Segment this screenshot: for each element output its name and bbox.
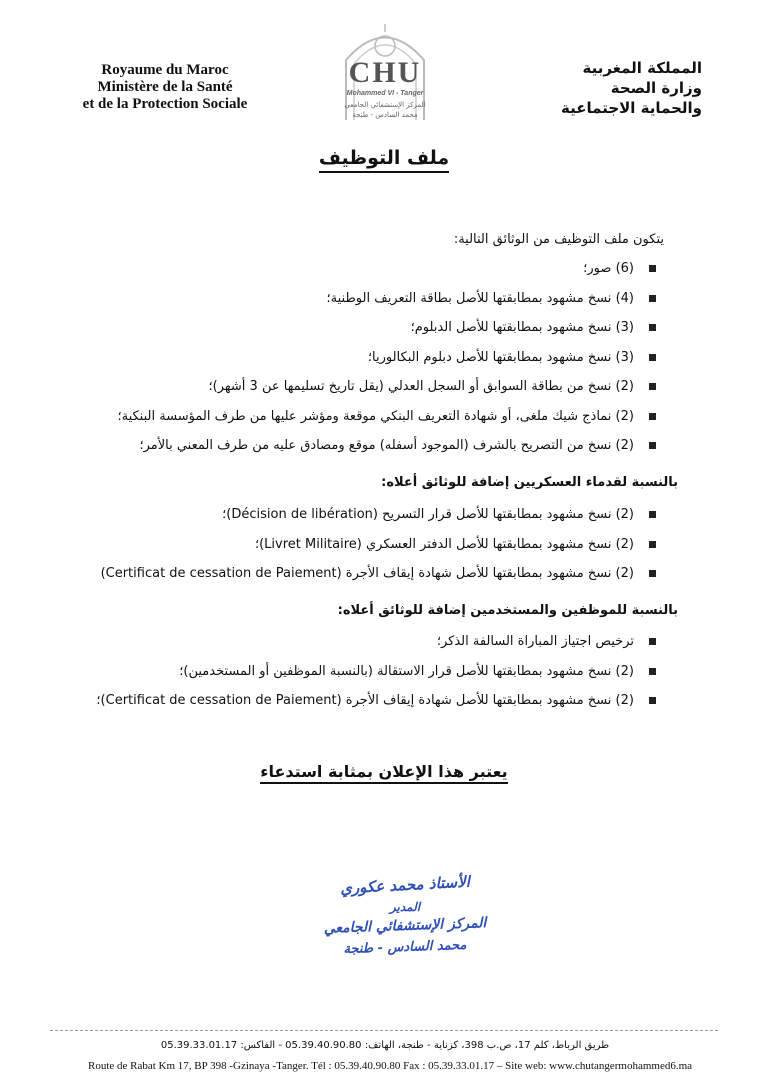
list-item — [36, 564, 656, 594]
header-ar-line: المملكة المغربية — [582, 59, 702, 77]
logo-arabic-line1: المركز الإستشفائي الجامعي — [344, 101, 426, 109]
footer-address-arabic: طريق الرباط، كلم 17، ص.ب 398، كزناية - طنجة، الهاتف: 05.39.40.90.80 - الفاكس: 05.39.33.01.17 — [160, 1040, 610, 1051]
bullet-square-icon — [649, 442, 656, 449]
bullet-square-icon — [649, 354, 656, 361]
signature-role: المدير — [389, 900, 421, 914]
bullet-square-icon — [649, 383, 656, 390]
list-item-text: (2) نسخ مشهود بمطابقتها للأصل قرار التسريح (Décision de libération)؛ — [222, 507, 634, 522]
header-fr-line: Ministère de la Santé — [97, 79, 233, 95]
list-item — [36, 407, 656, 437]
signature-name: الأستاذ محمد عكوري — [339, 872, 471, 898]
header-french — [50, 62, 280, 113]
convocation-notice — [234, 762, 534, 781]
employees-section-heading: بالنسبة للموظفين والمستخدمين إضافة للوثائق أعلاه: — [337, 603, 678, 618]
list-item — [36, 377, 656, 407]
bullet-square-icon — [649, 697, 656, 704]
bullet-square-icon — [649, 324, 656, 331]
header-ar-line: وزارة الصحة — [610, 79, 702, 97]
footer-address-french: Route de Rabat Km 17, BP 398 -Gzinaya -Tanger. Tél : 05.39.40.90.80 Fax : 05.39.33.01.17 – Site web: www.chutangermohammed6.ma — [87, 1060, 693, 1072]
list-item — [36, 436, 656, 466]
list-item — [36, 662, 656, 692]
bullet-square-icon — [649, 295, 656, 302]
list-item-text: (2) نسخ مشهود بمطابقتها للأصل شهادة إيقاف الأجرة (Certificat de cessation de Paiement)؛ — [96, 693, 634, 708]
document-title-text: ملف التوظيف — [319, 147, 449, 173]
list-item-text: (2) نسخ مشهود بمطابقتها للأصل قرار الاستقالة (بالنسبة الموظفين أو المستخدمين)؛ — [179, 663, 634, 679]
list-item-text: (3) نسخ مشهود بمطابقتها للأصل الدبلوم؛ — [410, 320, 634, 335]
military-section-heading: بالنسبة لقدماء العسكريين إضافة للوثائق أعلاه: — [381, 475, 678, 490]
document-title — [284, 147, 484, 169]
list-item — [36, 691, 656, 721]
list-item-text: (3) نسخ مشهود بمطابقتها للأصل دبلوم البكالوريا؛ — [367, 349, 634, 365]
intro-text: يتكون ملف التوظيف من الوثائق التالية: — [453, 232, 664, 247]
list-item-text: (2) نسخ من بطاقة السوابق أو السجل العدلي (يقل تاريخ تسليمها عن 3 أشهر)؛ — [208, 379, 634, 394]
logo-subtitle: Mohammed VI - Tanger — [346, 90, 424, 97]
bullet-square-icon — [649, 541, 656, 548]
convocation-notice-text: يعتبر هذا الإعلان بمثابة استدعاء — [260, 762, 507, 784]
list-item-text: (4) نسخ مشهود بمطابقتها للأصل بطاقة التعريف الوطنية؛ — [326, 290, 634, 306]
list-item-text: (6) صور؛ — [583, 261, 634, 276]
list-item-text: (2) نماذج شيك ملغى، أو شهادة التعريف البنكي موقعة ومؤشر عليها من طرف المؤسسة البنكية؛ — [117, 408, 634, 424]
bullet-square-icon — [649, 511, 656, 518]
list-item-text: ترخيص اجتياز المباراة السالفة الذكر؛ — [436, 634, 634, 649]
list-item — [36, 318, 656, 348]
list-item-text: (2) نسخ مشهود بمطابقتها للأصل شهادة إيقاف الأجرة (Certificat de cessation de Paiement) — [100, 566, 634, 581]
logo-title: CHU — [348, 56, 422, 89]
military-documents-list — [36, 505, 656, 594]
list-item — [36, 632, 656, 662]
signature-institution: المركز الإستشفائي الجامعي — [323, 915, 487, 937]
list-item — [36, 535, 656, 565]
footer-divider — [50, 1030, 718, 1031]
bullet-square-icon — [649, 668, 656, 675]
bullet-square-icon — [649, 413, 656, 420]
list-item — [36, 505, 656, 535]
employees-documents-list — [36, 632, 656, 721]
bullet-square-icon — [649, 265, 656, 272]
list-item — [36, 348, 656, 378]
list-item-text: (2) نسخ مشهود بمطابقتها للأصل الدفتر العسكري (Livret Militaire)؛ — [254, 536, 634, 552]
list-item — [36, 289, 656, 319]
logo-arabic-line2: محمد السادس - طنجة — [352, 111, 418, 119]
header-arabic — [522, 58, 702, 118]
list-item-text: (2) نسخ من التصريح بالشرف (الموجود أسفله) موقع ومصادق عليه من طرف المعني بالأمر؛ — [139, 438, 634, 453]
header-fr-line: Royaume du Maroc — [101, 62, 229, 78]
bullet-square-icon — [649, 570, 656, 577]
required-documents-list — [36, 259, 656, 466]
signature-location: محمد السادس - طنجة — [343, 937, 467, 958]
bullet-square-icon — [649, 638, 656, 645]
header-fr-line: et de la Protection Sociale — [82, 96, 248, 112]
header-ar-line: والحماية الاجتماعية — [561, 99, 702, 117]
list-item — [36, 259, 656, 289]
